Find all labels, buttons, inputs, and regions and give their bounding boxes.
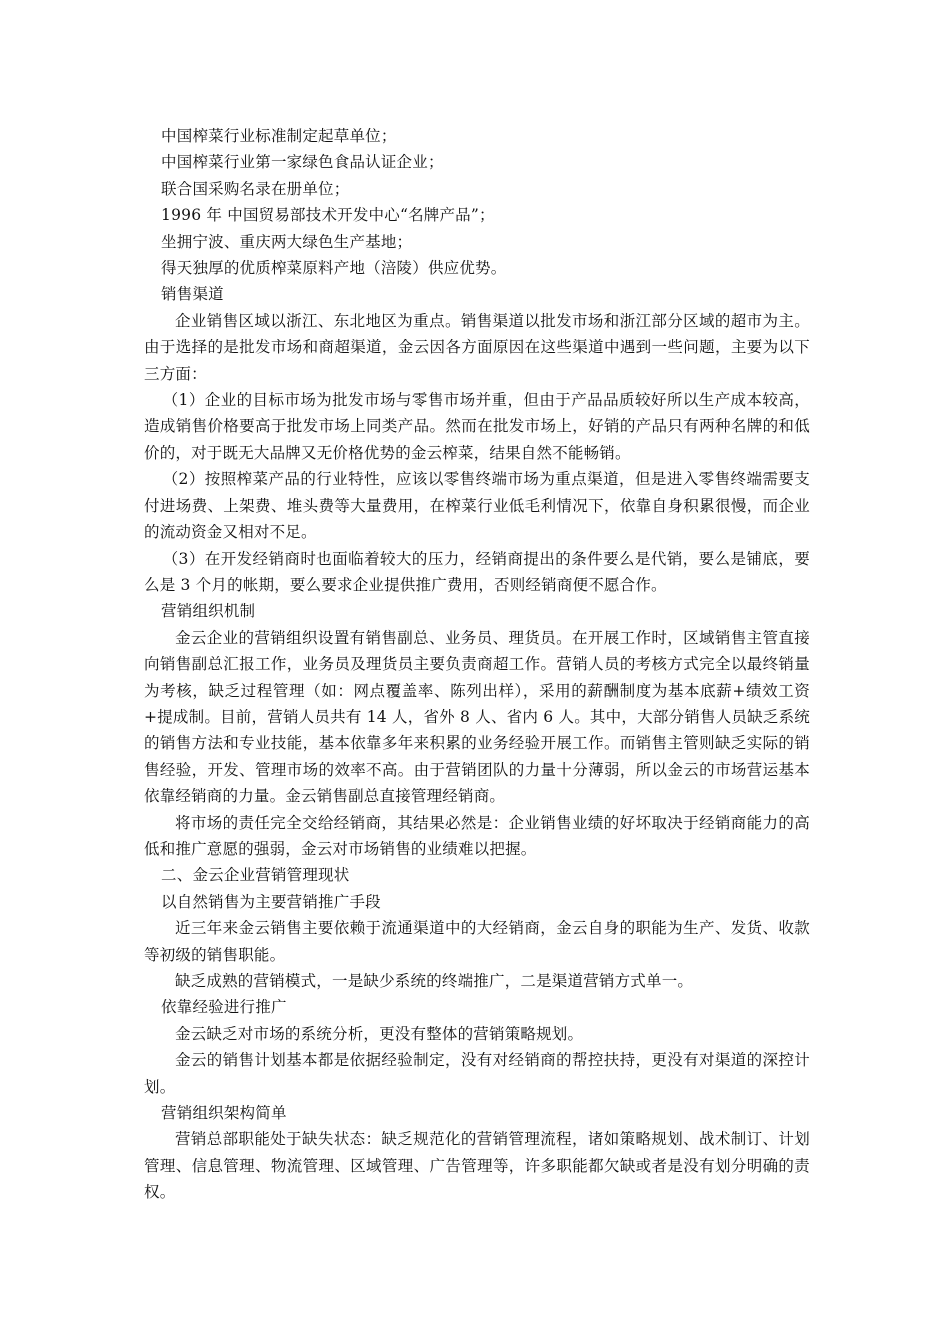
paragraph: 中国榨菜行业第一家绿色食品认证企业； [161,153,444,172]
paragraph: （1）企业的目标市场为批发市场与零售市场并重，但由于产品品质较好所以生产成本较高，造成销售价格要高于批发市场上同类产品。然而在批发市场上，好销的产品只有两种名牌的和低价的，对于既无大品牌又无价格优势的金云榨菜，结果自然不能畅销。 [144,391,810,462]
paragraph: 将市场的责任完全交给经销商，其结果必然是：企业销售业绩的好坏取决于经销商能力的高低和推广意愿的强弱，金云对市场销售的业绩难以把握。 [144,813,810,858]
section-heading: 销售渠道 [161,285,224,304]
document-body [144,123,810,1206]
paragraph: 缺乏成熟的营销模式，一是缺少系统的终端推广，二是渠道营销方式单一。 [175,972,694,990]
paragraph: 营销总部职能处于缺失状态：缺乏规范化的营销管理流程，诸如策略规划、战术制订、计划管理、信息管理、物流管理、区域管理、广告管理等，许多职能都欠缺或者是没有划分明确的责权。 [144,1130,810,1202]
paragraph: 1996 年 中国贸易部技术开发中心“名牌产品”； [161,206,495,225]
section-heading: 依靠经验进行推广 [161,998,287,1017]
paragraph: 得天独厚的优质榨菜原料产地（涪陵）供应优势。 [161,259,507,278]
paragraph: 金云企业的营销组织设置有销售副总、业务员、理货员。在开展工作时，区域销售主管直接向销售副总汇报工作，业务员及理货员主要负责商超工作。营销人员的考核方式完全以最终销量为考核，缺乏过程管理（如：网点覆盖率、陈列出样），采用的薪酬制度为基本底薪+绩效工资+提成制。目前，营销人员共有 14 人，省外 8 人、省内 6 人。其中，大部分销售人员缺乏系统的销售方法和专业技能，基本依靠多年来积累的业务经验开展工作。而销售主管则缺乏实际的销售经验，开发、管理市场的效率不高。由于营销团队的力量十分薄弱，所以金云的市场营运基本依靠经销商的力量。金云销售副总直接管理经销商。 [144,628,810,806]
paragraph: 金云的销售计划基本都是依据经验制定，没有对经销商的帮控扶持，更没有对渠道的深控计划。 [144,1051,810,1096]
paragraph: （2）按照榨菜产品的行业特性，应该以零售终端市场为重点渠道，但是进入零售终端需要支付进场费、上架费、堆头费等大量费用，在榨菜行业低毛利情况下，依靠自身积累很慢，而企业的流动资金又相对不足。 [144,470,810,542]
paragraph: 坐拥宁波、重庆两大绿色生产基地； [161,232,413,251]
paragraph: 中国榨菜行业标准制定起草单位； [161,127,397,145]
section-heading: 营销组织机制 [161,602,256,621]
paragraph: 近三年来金云销售主要依赖于流通渠道中的大经销商，金云自身的职能为生产、发货、收款等初级的销售职能。 [144,919,810,964]
section-heading: 以自然销售为主要营销推广手段 [161,892,381,911]
section-heading: 二、金云企业营销管理现状 [161,866,350,885]
paragraph: 联合国采购名录在册单位； [161,179,350,198]
paragraph: （3）在开发经销商时也面临着较大的压力，经销商提出的条件要么是代销，要么是铺底，要么是 3 个月的帐期，要么要求企业提供推广费用，否则经销商便不愿合作。 [144,549,810,594]
section-heading: 营销组织架构简单 [161,1104,287,1123]
paragraph: 金云缺乏对市场的系统分析，更没有整体的营销策略规划。 [175,1024,584,1043]
paragraph: 企业销售区域以浙江、东北地区为重点。销售渠道以批发市场和浙江部分区域的超市为主。由于选择的是批发市场和商超渠道，金云因各方面原因在这些渠道中遇到一些问题，主要为以下三方面： [144,311,810,383]
